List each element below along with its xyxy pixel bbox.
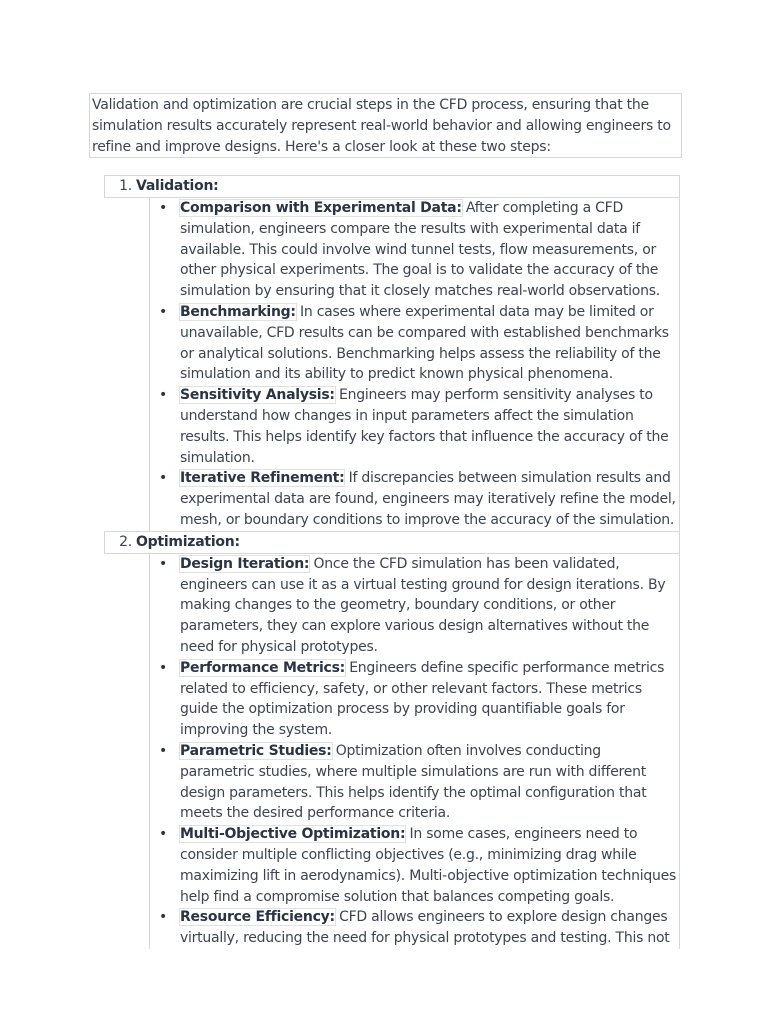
list-item: [150, 658, 679, 741]
section-number: 1.: [119, 178, 132, 194]
bullet-text: In some cases, engineers need to consider multiple conflicting objectives (e.g., minimizing drag while maximizing lift in aerodynamics). Multi-objective optimization techniques help find a compromise solution that balances competing goals.: [180, 826, 677, 905]
bullet-text: After completing a CFD simulation, engineers compare the results with experimental data if available. This could involve wind tunnel tests, flow measurements, or other physical experiments. The goal is to validate the accuracy of the simulation by ensuring that it closely matches real-world observations.: [180, 200, 660, 300]
bullet-term: Resource Efficiency:: [180, 909, 335, 926]
section-optimization: [104, 531, 680, 949]
section-heading: [104, 531, 680, 554]
bullet-text: Optimization often involves conducting parametric studies, where multiple simulations are run with different design parameters. This helps identify the optimal configuration that meets the desired performance criteria.: [180, 742, 647, 822]
bullet-term: Multi-Objective Optimization:: [180, 826, 406, 843]
bullet-icon: •: [159, 303, 168, 320]
section-title: Validation:: [136, 178, 219, 194]
section-title: Optimization:: [136, 533, 240, 550]
section-number: 2.: [119, 533, 132, 550]
bullet-icon: •: [159, 555, 168, 572]
bullet-term: Parametric Studies:: [180, 742, 332, 759]
bullet-term: Sensitivity Analysis:: [180, 387, 335, 404]
intro-paragraph: Validation and optimization are crucial steps in the CFD process, ensuring that the simulation results accurately represent real-world behavior and allowing engineers to refine and improve designs. Here's a closer look at these two steps:: [89, 93, 682, 158]
list-item: [150, 824, 679, 907]
bullet-icon: •: [159, 470, 168, 487]
bullet-text: In cases where experimental data may be limited or unavailable, CFD results can be compared with established benchmarks or analytical solutions. Benchmarking helps assess the reliability of the simulation and its ability to predict known physical phenomena.: [180, 303, 669, 383]
list-item: [150, 554, 679, 658]
bullet-term: Performance Metrics:: [180, 659, 345, 676]
bullet-term: Design Iteration:: [180, 555, 310, 572]
bullet-icon: •: [159, 909, 168, 926]
bullet-icon: •: [159, 826, 168, 843]
list-item: [150, 302, 679, 385]
bullet-term: Iterative Refinement:: [180, 470, 345, 487]
bullet-list: [149, 554, 680, 949]
bullet-icon: •: [159, 387, 168, 404]
bullet-text: If discrepancies between simulation results and experimental data are found, engineers may iteratively refine the model, mesh, or boundary conditions to improve the accuracy of the simulation.: [180, 470, 676, 528]
list-item: [150, 385, 679, 468]
bullet-term: Benchmarking:: [180, 303, 296, 320]
bullet-text: Engineers define specific performance metrics related to efficiency, safety, or other relevant factors. These metrics guide the optimization process by providing quantifiable goals for improving the system.: [180, 659, 665, 739]
bullet-icon: •: [159, 742, 168, 759]
bullet-list: [149, 198, 680, 531]
bullet-term: Comparison with Experimental Data:: [180, 200, 462, 216]
steps-list: [104, 175, 680, 949]
bullet-text: CFD allows engineers to explore design changes virtually, reducing the need for physical prototypes and testing. This not: [180, 909, 670, 947]
list-item: [150, 741, 679, 824]
bullet-text: Once the CFD simulation has been validated, engineers can use it as a virtual testing ground for design iterations. By making changes to the geometry, boundary conditions, or other parameters, they can explore various design alternatives without the need for physical prototypes.: [180, 555, 666, 655]
section-heading: [104, 175, 680, 198]
bullet-icon: •: [159, 659, 168, 676]
list-item: [150, 198, 679, 302]
section-validation: [104, 175, 680, 531]
bullet-icon: •: [159, 200, 168, 216]
bullet-text: Engineers may perform sensitivity analyses to understand how changes in input parameters affect the simulation results. This helps identify key factors that influence the accuracy of the simulation.: [180, 387, 669, 466]
list-item: [150, 907, 679, 949]
list-item: [150, 468, 679, 530]
